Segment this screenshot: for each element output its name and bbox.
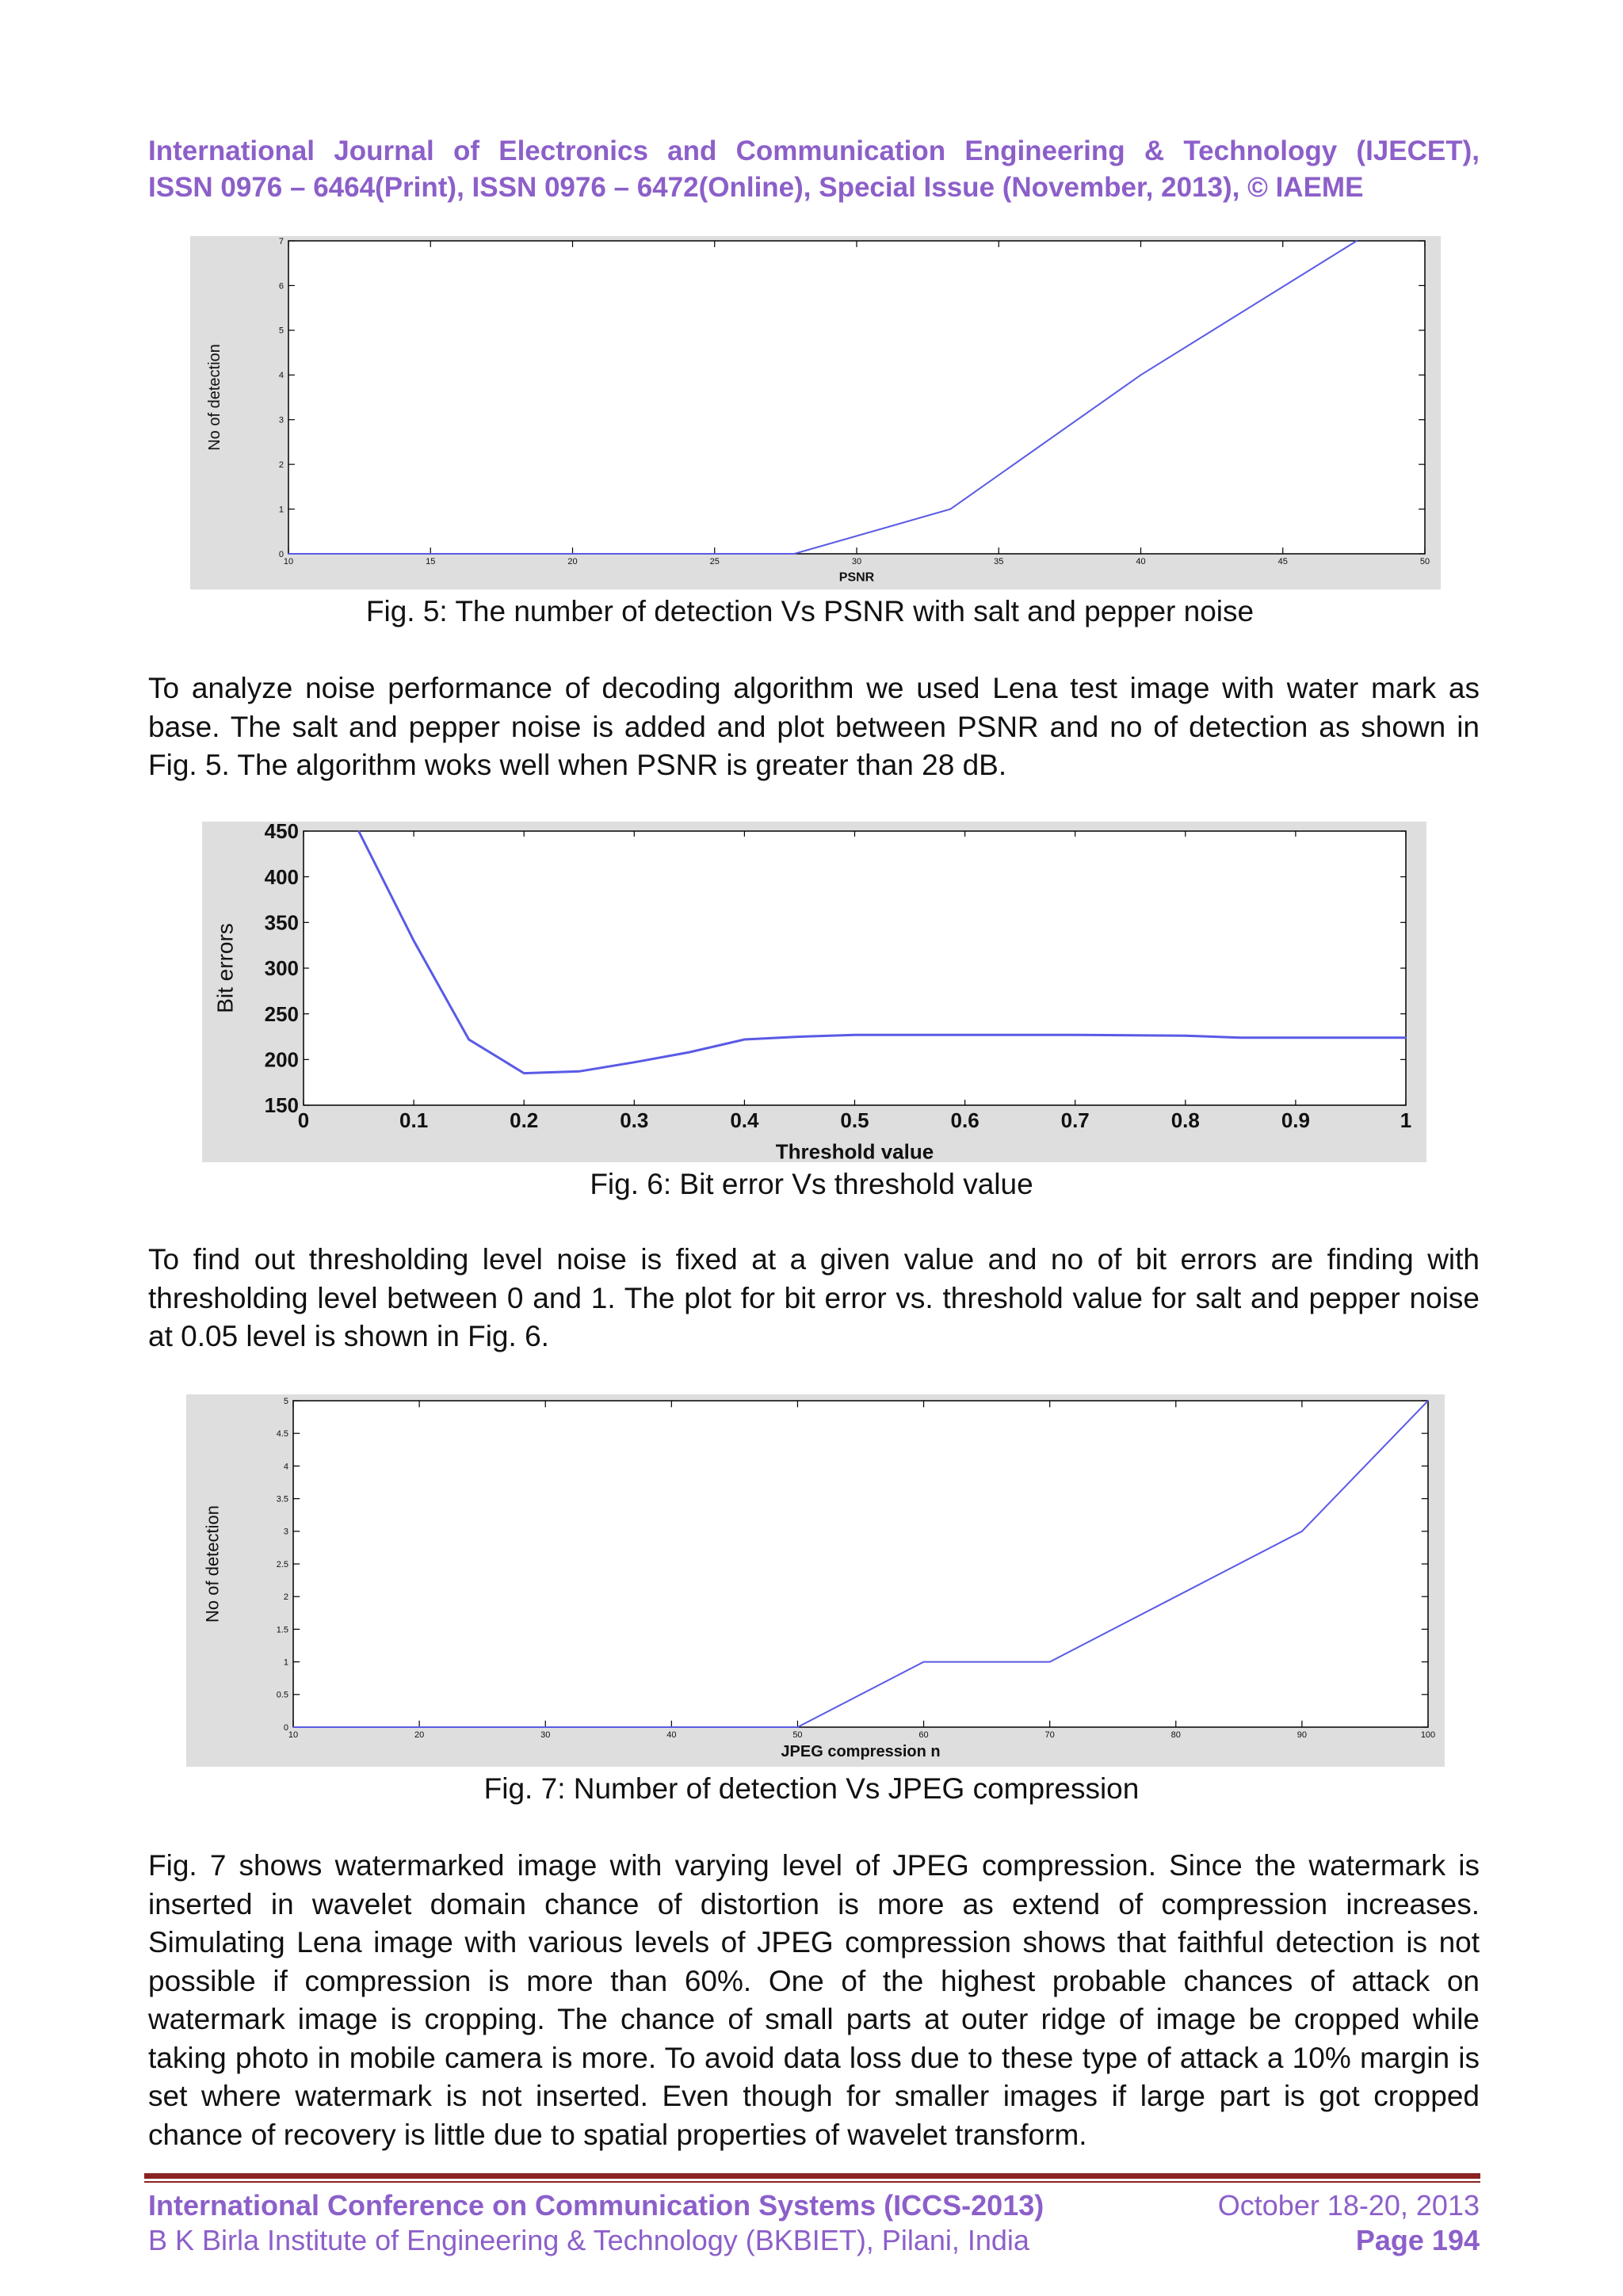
fig5-ytick-label: 6	[278, 281, 284, 292]
fig5-ytick-label: 4	[278, 371, 284, 381]
fig5-ytick-label: 1	[278, 505, 284, 515]
fig6-xtick-label: 0.5	[840, 1108, 869, 1132]
figure-5-caption: Fig. 5: The number of detection Vs PSNR with salt and pepper noise	[365, 595, 1254, 627]
fig6-xlabel: Threshold value	[775, 1139, 934, 1162]
fig6-xtick-label: 0.1	[399, 1108, 429, 1132]
fig7-plot-area	[293, 1401, 1428, 1727]
footer-conference: International Conference on Communication Systems (ICCS-2013)	[148, 2189, 1044, 2222]
fig5-xtick-label: 20	[567, 557, 578, 566]
fig7-xtick-label: 60	[918, 1730, 929, 1740]
fig6-data-point	[1295, 1037, 1296, 1039]
fig6-data-point	[799, 1036, 800, 1038]
fig6-xtick-label: 0.9	[1281, 1108, 1310, 1132]
fig6-data-point	[634, 1062, 636, 1063]
fig6-data-point	[1075, 1034, 1076, 1035]
fig6-xtick-label: 0	[297, 1108, 310, 1132]
fig6-xtick-label: 1	[1400, 1108, 1412, 1132]
fig5-xtick-label: 25	[709, 557, 720, 566]
fig5-data-point	[793, 553, 795, 555]
fig6-xtick-label: 0.3	[620, 1108, 649, 1132]
fig5-xtick-label: 50	[1419, 557, 1430, 566]
fig6-ytick-label: 400	[264, 864, 299, 889]
fig7-data-point	[1049, 1661, 1051, 1663]
fig6-xtick-label: 0.4	[730, 1108, 759, 1132]
fig7-data-point	[671, 1726, 673, 1728]
figure-6	[202, 822, 1426, 1162]
fig6-data-point	[1240, 1037, 1242, 1039]
journal-header-line1: International Journal of Electronics and Communication Engineering & Technology (IJECET),	[148, 135, 1480, 166]
fig6-data-point	[1185, 1035, 1186, 1037]
fig7-xtick-label: 20	[414, 1730, 425, 1740]
fig7-xtick-label: 70	[1044, 1730, 1055, 1740]
paragraph-2: To find out thresholding level noise is fixed at a given value and no of bit errors are finding with thresholding level between 0 and 1. The plot for bit error vs. threshold value for salt and pepper noise at 0.05 level is shown in Fig. 6.	[148, 1243, 1480, 1352]
fig5-xtick-label: 40	[1136, 557, 1146, 566]
fig7-ylabel: No of detection	[202, 1505, 223, 1623]
fig7-ytick-label: 2	[283, 1592, 288, 1603]
footer-institute: B K Birla Institute of Engineering & Technology (BKBIET), Pilani, India	[148, 2224, 1029, 2256]
fig5-ytick-label: 5	[278, 326, 284, 336]
footer-date: October 18-20, 2013	[1217, 2189, 1480, 2222]
fig7-xtick-label: 100	[1420, 1730, 1436, 1740]
figure-5	[190, 236, 1441, 589]
fig6-data-point	[744, 1039, 746, 1040]
fig5-data-point	[572, 553, 574, 555]
fig6-ytick-label: 300	[264, 956, 299, 981]
fig6-data-point	[468, 1039, 470, 1040]
fig7-data-point	[292, 1726, 294, 1728]
fig7-xtick-label: 30	[540, 1730, 551, 1740]
figure-5-chart	[190, 236, 1441, 589]
fig7-data-point	[418, 1726, 420, 1728]
journal-header-line2: ISSN 0976 – 6464(Print), ISSN 0976 – 6472(Online), Special Issue (November, 2013), © IAEME	[148, 172, 1364, 203]
fig5-data-point	[1356, 240, 1358, 242]
fig7-ytick-label: 3.5	[276, 1494, 288, 1505]
footer-page-number: Page 194	[1355, 2224, 1480, 2256]
fig7-xtick-label: 40	[666, 1730, 677, 1740]
fig7-ytick-label: 3	[283, 1527, 288, 1537]
fig5-xtick-label: 10	[283, 557, 294, 566]
fig7-ytick-label: 1.5	[276, 1625, 288, 1635]
fig6-ytick-label: 450	[264, 822, 299, 844]
figure-7-chart	[186, 1394, 1445, 1767]
fig5-ylabel: No of detection	[206, 344, 224, 451]
fig7-ytick-label: 0	[283, 1722, 288, 1733]
fig5-ytick-label: 3	[278, 415, 284, 425]
paragraph-3: Fig. 7 shows watermarked image with varying level of JPEG compression. Since the watermark is inserted in wavelet domain chance of distortion is more as extend of compression increases. Simulating Lena image with various levels of JPEG compression shows that faithful detection is not possible if compression is more than 60%. One of the highest probable chances of attack on watermark image is cropping. The chance of small parts at outer ridge of image be cropped while taking photo in mobile camera is more. To avoid data loss due to these type of attack a 10% margin is set where watermark is not inserted. Even though for smaller images if large part is got cropped chance of recovery is little due to spatial properties of wavelet transform.	[148, 1849, 1480, 2151]
fig5-xtick-label: 45	[1277, 557, 1288, 566]
fig6-ylabel: Bit errors	[212, 923, 238, 1013]
fig7-data-point	[1301, 1531, 1303, 1532]
fig7-ytick-label: 0.5	[276, 1690, 288, 1700]
journal-header	[148, 133, 1480, 206]
fig7-xtick-label: 80	[1170, 1730, 1181, 1740]
fig7-ytick-label: 4.5	[276, 1429, 288, 1440]
fig5-data-point	[950, 509, 952, 510]
fig6-data-point	[358, 830, 360, 832]
fig6-data-point	[413, 940, 414, 942]
fig6-plot-area	[304, 831, 1406, 1105]
fig7-data-point	[1427, 1400, 1429, 1402]
fig5-xtick-label: 35	[994, 557, 1004, 566]
fig5-data-point	[714, 553, 716, 555]
footer-row-2	[148, 2223, 1480, 2258]
footer-rule-thin	[144, 2181, 1480, 2183]
fig6-data-point	[579, 1071, 580, 1073]
fig5-ytick-label: 7	[278, 236, 284, 246]
fig5-xlabel: PSNR	[838, 570, 875, 585]
fig5-ytick-label: 2	[278, 460, 284, 470]
footer-rule-thick	[144, 2173, 1480, 2179]
fig7-ytick-label: 2.5	[276, 1559, 288, 1569]
fig5-data-point	[430, 553, 431, 555]
fig6-xtick-label: 0.8	[1170, 1108, 1200, 1132]
fig5-data-point	[1140, 374, 1142, 376]
footer-row-1	[148, 2188, 1480, 2223]
fig5-plot-area	[288, 241, 1425, 554]
fig7-xtick-label: 50	[792, 1730, 803, 1740]
fig6-xtick-label: 0.7	[1060, 1108, 1090, 1132]
fig6-ytick-label: 250	[264, 1001, 299, 1026]
fig5-data-point	[288, 553, 289, 555]
fig6-ytick-label: 350	[264, 910, 299, 935]
fig6-data-point	[689, 1051, 690, 1053]
figure-6-caption: Fig. 6: Bit error Vs threshold value	[590, 1168, 1033, 1200]
fig6-xtick-label: 0.2	[510, 1108, 539, 1132]
fig6-ytick-label: 200	[264, 1047, 299, 1072]
fig7-xtick-label: 10	[288, 1730, 299, 1740]
figure-7-caption: Fig. 7: Number of detection Vs JPEG compression	[483, 1772, 1140, 1805]
fig6-ytick-label: 150	[264, 1093, 299, 1118]
figure-6-chart	[202, 822, 1426, 1162]
fig7-ytick-label: 4	[283, 1462, 288, 1472]
fig7-data-point	[797, 1726, 799, 1728]
fig6-data-point	[523, 1073, 525, 1074]
fig7-data-point	[923, 1661, 925, 1663]
fig7-ytick-label: 1	[283, 1657, 288, 1668]
fig6-xtick-label: 0.6	[950, 1108, 980, 1132]
figure-7	[186, 1394, 1445, 1767]
fig7-data-point	[1175, 1596, 1177, 1597]
fig6-data-point	[964, 1034, 966, 1035]
fig7-ytick-label: 5	[283, 1396, 288, 1406]
fig7-data-point	[544, 1726, 546, 1728]
fig7-xtick-label: 90	[1296, 1730, 1308, 1740]
paragraph-1: To analyze noise performance of decoding algorithm we used Lena test image with water mark as base. The salt and pepper noise is added and plot between PSNR and no of detection as shown in Fig. 5. The algorithm woks well when PSNR is greater than 28 dB.	[148, 672, 1480, 781]
fig6-data-point	[854, 1034, 856, 1035]
fig6-data-point	[1405, 1037, 1407, 1039]
fig5-xtick-label: 30	[851, 557, 862, 566]
fig5-xtick-label: 15	[426, 557, 436, 566]
fig7-xlabel: JPEG compression n	[781, 1743, 941, 1760]
fig5-ytick-label: 0	[278, 549, 284, 559]
